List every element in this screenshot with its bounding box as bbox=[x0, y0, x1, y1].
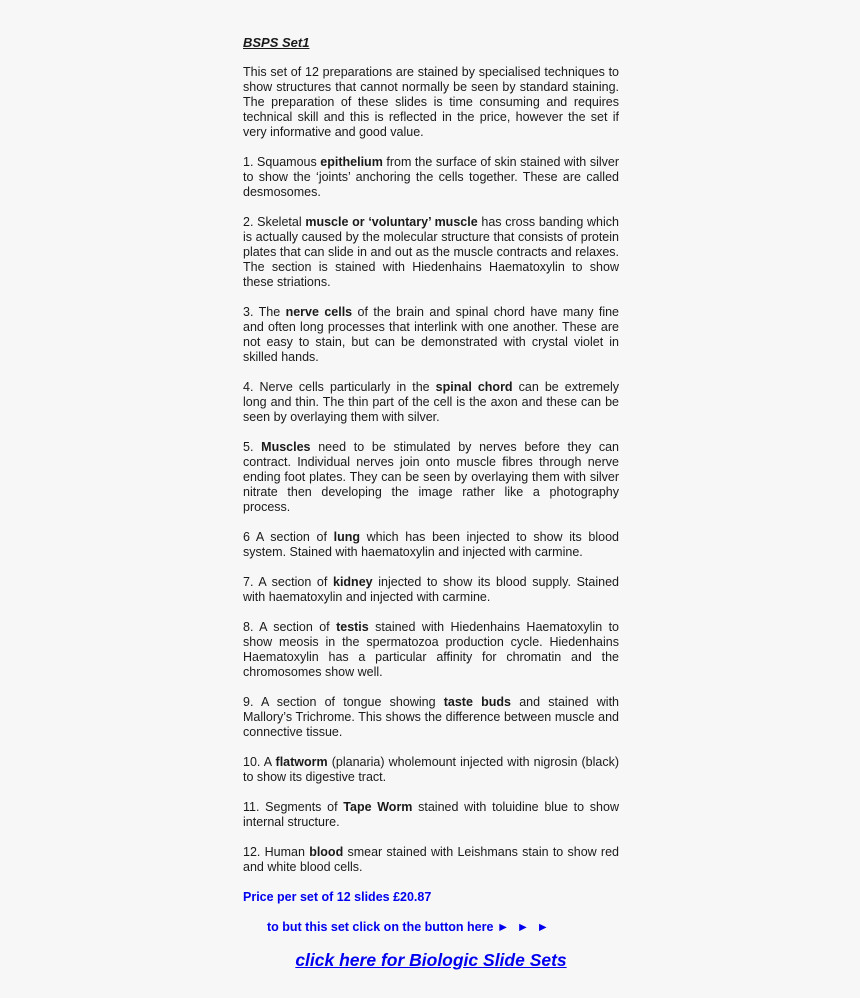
slide-item bbox=[243, 695, 619, 740]
slide-item-text: 6 A section of bbox=[243, 530, 334, 544]
slide-item-text: stained with Hiedenhains Haematoxylin to show meosis in the spermatozoa production cycle. Hiedenhains Haematoxylin has a particular affinity for chromatin and the chromosomes show well. bbox=[243, 620, 619, 679]
slide-item-text: 7. A section of bbox=[243, 575, 333, 589]
slide-item-keyword: lung bbox=[333, 530, 360, 544]
biologic-slide-sets-link[interactable]: click here for Biologic Slide Sets bbox=[295, 950, 567, 970]
slide-item-text: can be extremely long and thin. The thin part of the cell is the axon and these can be seen by overlaying them with silver. bbox=[243, 380, 619, 424]
slide-item-text: 4. Nerve cells particularly in the bbox=[243, 380, 436, 394]
slide-item-text: 1. Squamous bbox=[243, 155, 321, 169]
price-line: Price per set of 12 slides £20.87 bbox=[243, 890, 432, 904]
intro-paragraph: This set of 12 preparations are stained by specialised techniques to show structures that cannot normally be seen by standard staining. The preparation of these slides is time consuming and requires technical skill and this is reflected in the price, however the set if very informative and good value. bbox=[243, 65, 619, 139]
slide-item bbox=[243, 620, 619, 680]
slide-item-text: 11. Segments of bbox=[243, 800, 344, 814]
slide-item bbox=[243, 305, 619, 365]
slide-item-text: stained with toluidine blue to show internal structure. bbox=[243, 800, 619, 829]
buy-instruction bbox=[267, 920, 619, 935]
slide-item-list bbox=[243, 155, 619, 875]
slide-item bbox=[243, 440, 619, 515]
slide-item-keyword: blood bbox=[309, 845, 344, 859]
slide-item-text: and stained with Mallory’s Trichrome. This shows the difference between muscle and connective tissue. bbox=[243, 695, 619, 739]
buy-instruction-text: to but this set click on the button here bbox=[267, 920, 494, 934]
slide-item-text: need to be stimulated by nerves before they can contract. Individual nerves join onto muscle fibres through nerve ending foot plates. They can be seen by overlaying them with silver nitrate then developing the image rather like a photography process. bbox=[243, 440, 620, 514]
slide-item-keyword: epithelium bbox=[320, 155, 383, 169]
document-content bbox=[243, 35, 619, 972]
page-title: BSPS Set1 bbox=[243, 35, 310, 50]
link-row bbox=[243, 950, 619, 972]
slide-item-keyword: testis bbox=[336, 620, 369, 634]
slide-item-text: (planaria) wholemount injected with nigrosin (black) to show its digestive tract. bbox=[243, 755, 619, 784]
slide-item-text: 10. A bbox=[243, 755, 276, 769]
slide-item bbox=[243, 155, 619, 200]
slide-item-keyword: nerve cells bbox=[285, 305, 353, 319]
slide-item-text: smear stained with Leishmans stain to show red and white blood cells. bbox=[243, 845, 620, 874]
slide-item-keyword: kidney bbox=[333, 575, 373, 589]
slide-item-text: 3. The bbox=[243, 305, 286, 319]
slide-item-text: 5. bbox=[243, 440, 262, 454]
slide-item-keyword: spinal chord bbox=[435, 380, 513, 394]
slide-item-keyword: Muscles bbox=[261, 440, 311, 454]
slide-item-text: which has been injected to show its blood system. Stained with haematoxylin and injected with carmine. bbox=[243, 530, 619, 559]
right-arrow-icons: ► ► ► bbox=[496, 920, 551, 934]
slide-item-text: 9. A section of tongue showing bbox=[243, 695, 444, 709]
slide-item-keyword: flatworm bbox=[275, 755, 328, 769]
slide-item bbox=[243, 380, 619, 425]
slide-item bbox=[243, 800, 619, 830]
slide-item bbox=[243, 575, 619, 605]
slide-item-text: injected to show its blood supply. Stained with haematoxylin and injected with carmine. bbox=[243, 575, 619, 604]
slide-item bbox=[243, 845, 619, 875]
slide-item bbox=[243, 755, 619, 785]
slide-item-text: of the brain and spinal chord have many fine and often long processes that interlink with one another. These are not easy to stain, but can be demonstrated with crystal violet in skilled hands. bbox=[243, 305, 620, 364]
slide-item-text: has cross banding which is actually caused by the molecular structure that consists of protein plates that can slide in and out as the muscle contracts and relaxes. The section is stained with Hiedenhains Haematoxylin to show these striations. bbox=[243, 215, 619, 289]
slide-item-text: from the surface of skin stained with silver to show the ‘joints’ anchoring the cells together. These are called desmosomes. bbox=[243, 155, 619, 199]
slide-item bbox=[243, 215, 619, 290]
slide-item-keyword: taste buds bbox=[443, 695, 511, 709]
slide-item-keyword: Tape Worm bbox=[343, 800, 413, 814]
slide-item-text: 12. Human bbox=[243, 845, 310, 859]
slide-item bbox=[243, 530, 619, 560]
slide-item-text: 2. Skeletal bbox=[243, 215, 306, 229]
slide-item-text: 8. A section of bbox=[243, 620, 337, 634]
slide-item-keyword: muscle or ‘voluntary’ muscle bbox=[305, 215, 478, 229]
